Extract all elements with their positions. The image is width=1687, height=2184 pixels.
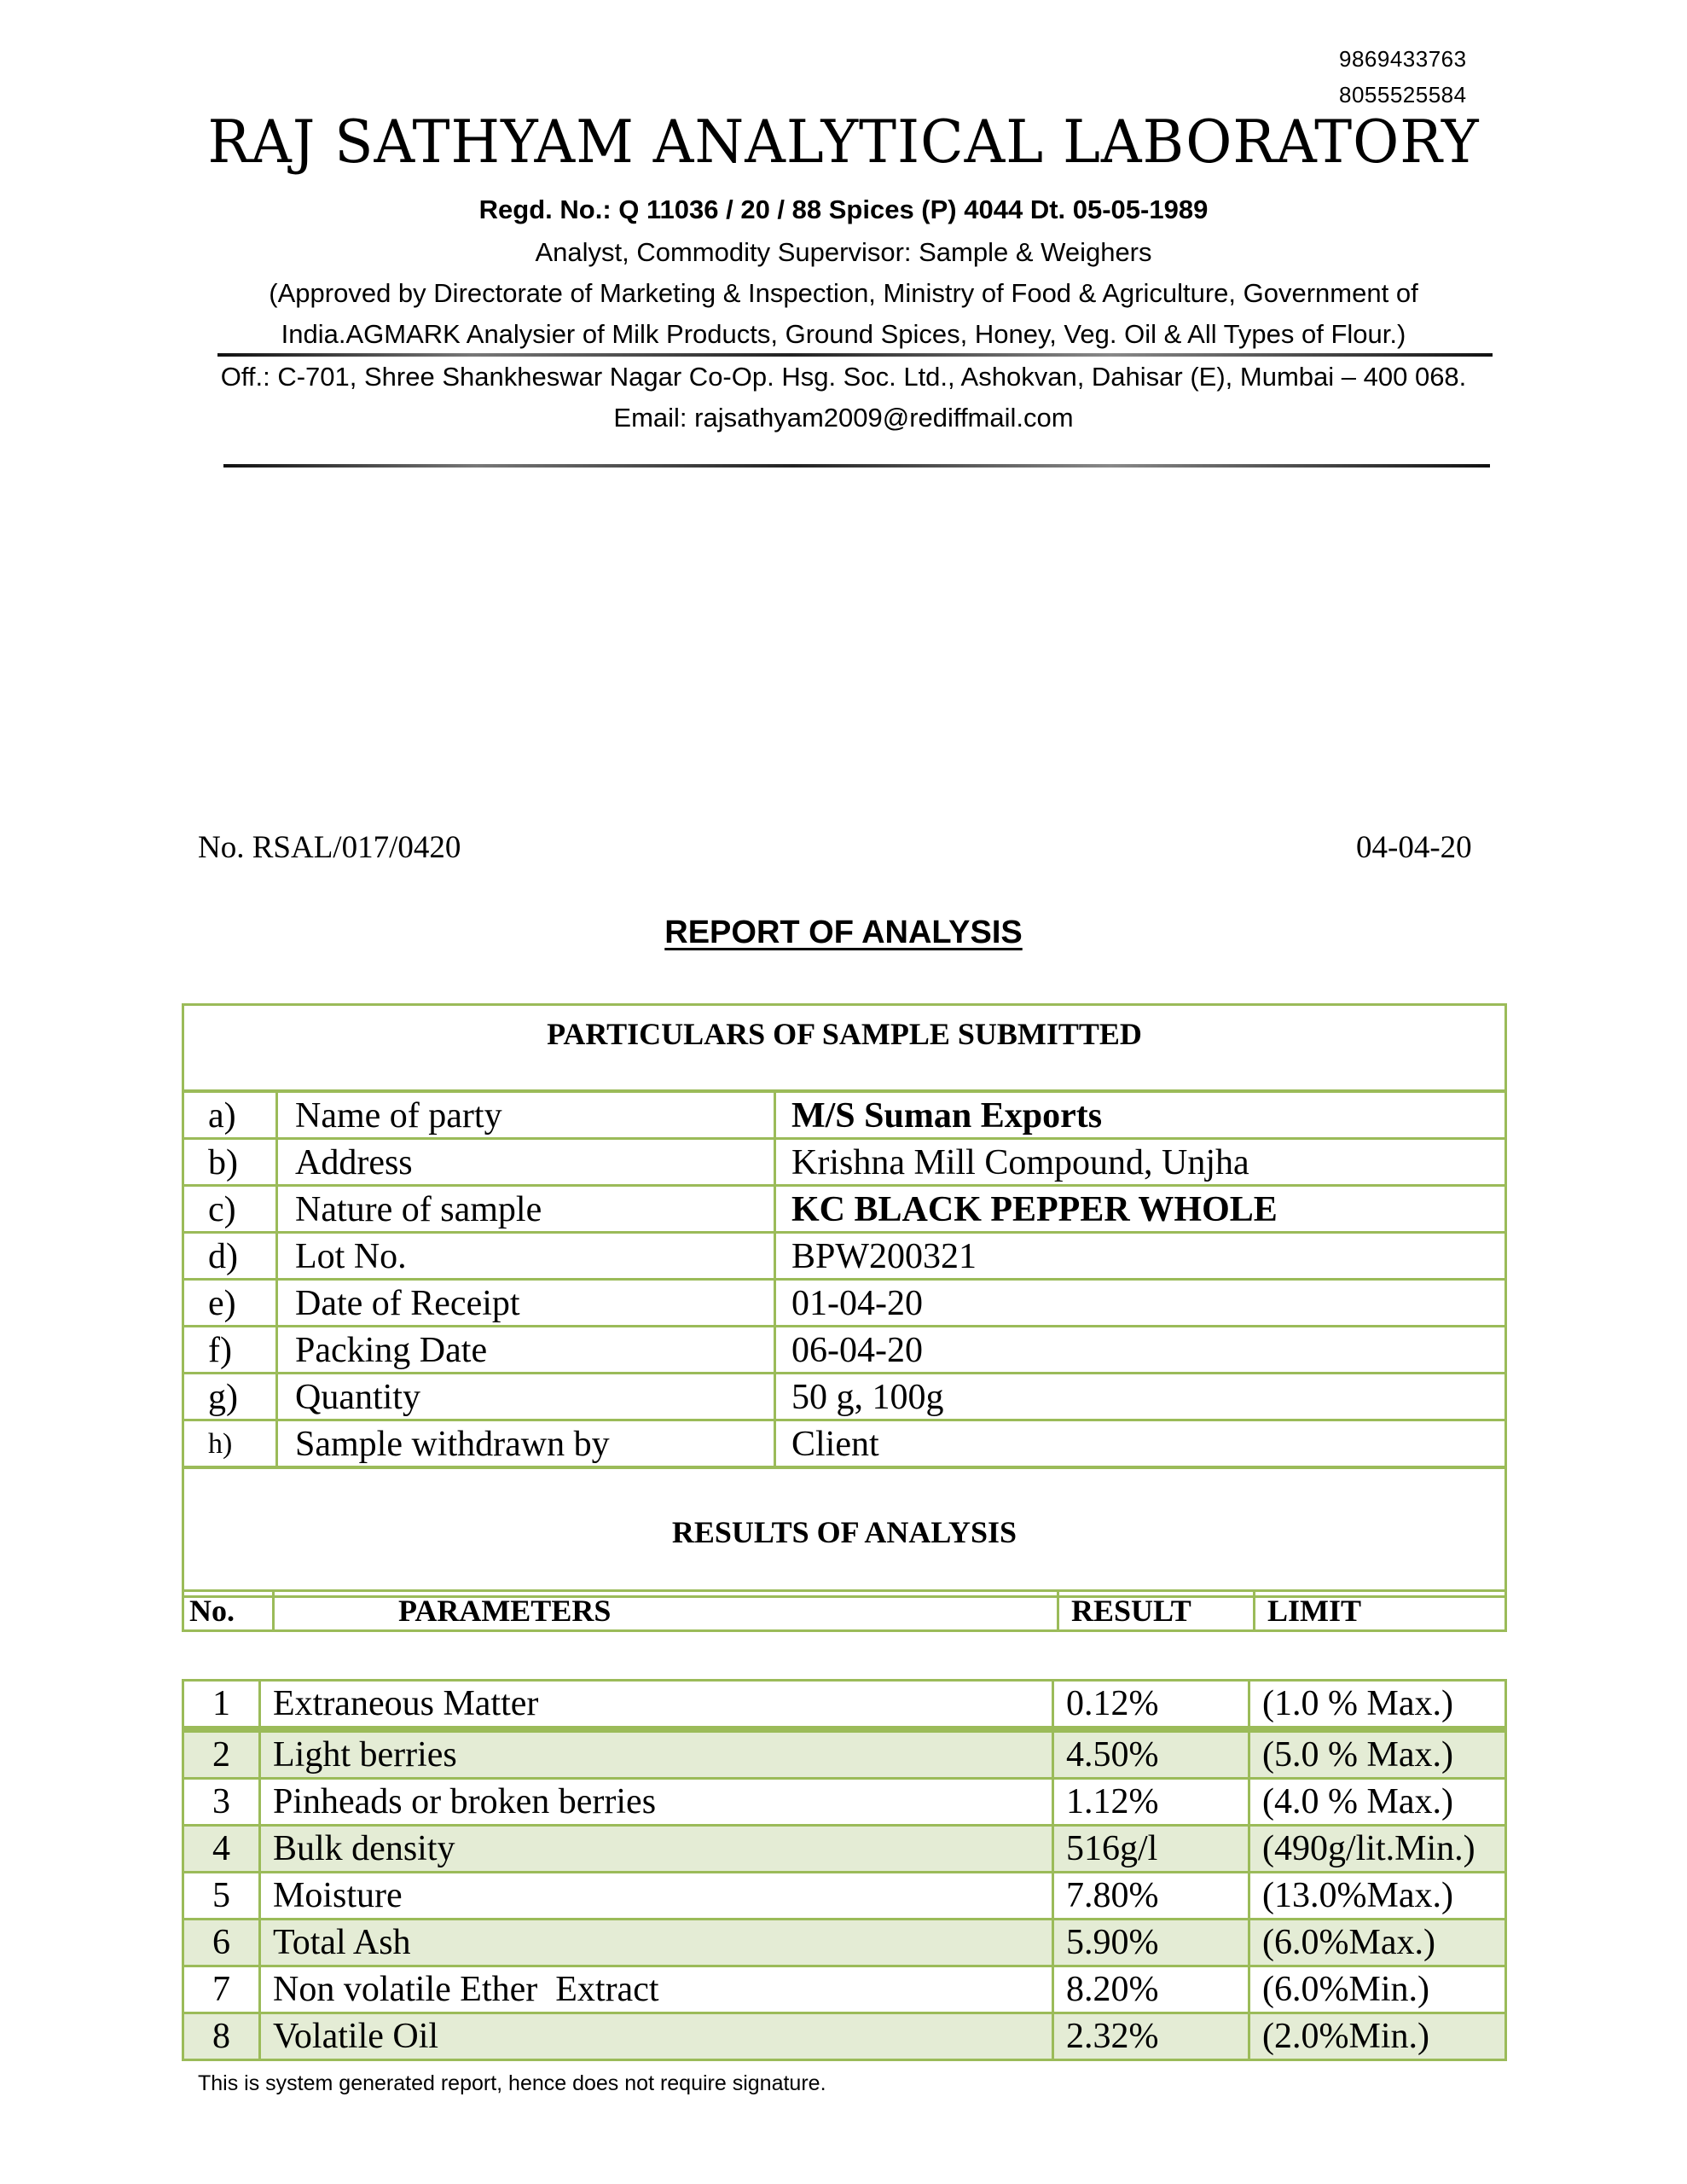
column-header-parameters: PARAMETERS — [274, 1591, 1058, 1631]
particulars-row — [183, 1420, 1506, 1468]
results-row — [183, 1729, 1506, 1779]
result-value: 4.50% — [1053, 1729, 1249, 1779]
limit-value: (1.0 % Max.) — [1249, 1681, 1506, 1730]
registration-number: Regd. No.: Q 11036 / 20 / 88 Spices (P) 4044 Dt. 05-05-1989 — [478, 195, 1209, 224]
limit-value: (13.0%Max.) — [1249, 1873, 1506, 1920]
quantity-value: 50 g, 100g — [775, 1374, 1506, 1420]
report-title: REPORT OF ANALYSIS — [664, 915, 1023, 950]
result-value: 2.32% — [1053, 2013, 1249, 2060]
row-label: Address — [277, 1139, 775, 1186]
row-number: 5 — [183, 1873, 260, 1920]
particulars-row — [183, 1186, 1506, 1233]
particulars-row — [183, 1091, 1506, 1139]
particulars-row — [183, 1374, 1506, 1420]
row-key: b) — [183, 1139, 277, 1186]
limit-value: (5.0 % Max.) — [1249, 1729, 1506, 1779]
row-label: Lot No. — [277, 1233, 775, 1280]
row-key: e) — [183, 1280, 277, 1327]
receipt-date: 01-04-20 — [775, 1280, 1506, 1327]
results-heading: RESULTS OF ANALYSIS — [183, 1467, 1506, 1597]
row-number: 1 — [183, 1681, 260, 1730]
results-row — [183, 1873, 1506, 1920]
particulars-table — [182, 1003, 1507, 1598]
header-divider — [217, 353, 1493, 357]
result-value: 0.12% — [1053, 1681, 1249, 1730]
sample-nature: KC BLACK PEPPER WHOLE — [775, 1186, 1506, 1233]
lab-name: RAJ SATHYAM ANALYTICAL LABORATORY — [207, 107, 1480, 177]
lab-role: Analyst, Commodity Supervisor: Sample & Weighers — [535, 237, 1152, 267]
phone-number: 8055525584 — [1339, 82, 1467, 107]
row-label: Name of party — [277, 1091, 775, 1139]
row-number: 6 — [183, 1920, 260, 1966]
address-value: Krishna Mill Compound, Unjha — [775, 1139, 1506, 1186]
result-value: 7.80% — [1053, 1873, 1249, 1920]
office-address: Off.: C-701, Shree Shankheswar Nagar Co-Op. Hsg. Soc. Ltd., Ashokvan, Dahisar (E), Mumbai – 400 068. — [220, 362, 1467, 392]
row-label: Date of Receipt — [277, 1280, 775, 1327]
lot-number: BPW200321 — [775, 1233, 1506, 1280]
party-name: M/S Suman Exports — [775, 1091, 1506, 1139]
parameter-name: Volatile Oil — [260, 2013, 1053, 2060]
column-header-result: RESULT — [1058, 1591, 1255, 1631]
row-number: 2 — [183, 1729, 260, 1779]
row-key: h) — [183, 1420, 277, 1468]
particulars-row — [183, 1327, 1506, 1374]
result-value: 1.12% — [1053, 1779, 1249, 1826]
approval-line-1: (Approved by Directorate of Marketing & Inspection, Ministry of Food & Agriculture, Government of — [269, 278, 1418, 308]
parameter-name: Non volatile Ether Extract — [260, 1966, 1053, 2013]
row-label: Nature of sample — [277, 1186, 775, 1233]
approval-line-2: India.AGMARK Analysier of Milk Products, Ground Spices, Honey, Veg. Oil & All Types of Flour.) — [281, 319, 1406, 349]
row-number: 3 — [183, 1779, 260, 1826]
header-divider — [223, 464, 1490, 468]
results-row — [183, 1966, 1506, 2013]
row-key: c) — [183, 1186, 277, 1233]
particulars-row — [183, 1233, 1506, 1280]
results-row — [183, 1920, 1506, 1966]
particulars-row — [183, 1139, 1506, 1186]
results-column-header — [182, 1589, 1507, 1632]
limit-value: (6.0%Max.) — [1249, 1920, 1506, 1966]
parameter-name: Extraneous Matter — [260, 1681, 1053, 1730]
limit-value: (4.0 % Max.) — [1249, 1779, 1506, 1826]
particulars-heading: PARTICULARS OF SAMPLE SUBMITTED — [183, 1005, 1506, 1092]
row-number: 7 — [183, 1966, 260, 2013]
limit-value: (6.0%Min.) — [1249, 1966, 1506, 2013]
parameter-name: Pinheads or broken berries — [260, 1779, 1053, 1826]
report-date: 04-04-20 — [1356, 830, 1472, 865]
column-header-no: No. — [183, 1591, 274, 1631]
row-number: 4 — [183, 1826, 260, 1873]
results-row — [183, 1681, 1506, 1730]
withdrawn-by: Client — [775, 1420, 1506, 1468]
parameter-name: Bulk density — [260, 1826, 1053, 1873]
report-reference-number: No. RSAL/017/0420 — [198, 830, 461, 865]
result-value: 516g/l — [1053, 1826, 1249, 1873]
email: Email: rajsathyam2009@rediffmail.com — [613, 403, 1074, 433]
row-key: f) — [183, 1327, 277, 1374]
row-label: Sample withdrawn by — [277, 1420, 775, 1468]
column-header-limit: LIMIT — [1255, 1591, 1506, 1631]
results-row — [183, 1779, 1506, 1826]
results-table — [182, 1679, 1507, 2061]
phone-numbers — [1339, 41, 1467, 113]
row-key: g) — [183, 1374, 277, 1420]
footer-note: This is system generated report, hence does not require signature. — [198, 2071, 826, 2095]
row-number: 8 — [183, 2013, 260, 2060]
row-key: a) — [183, 1091, 277, 1139]
row-key: d) — [183, 1233, 277, 1280]
parameter-name: Moisture — [260, 1873, 1053, 1920]
results-row — [183, 2013, 1506, 2060]
limit-value: (2.0%Min.) — [1249, 2013, 1506, 2060]
parameter-name: Light berries — [260, 1729, 1053, 1779]
results-row — [183, 1826, 1506, 1873]
parameter-name: Total Ash — [260, 1920, 1053, 1966]
particulars-row — [183, 1280, 1506, 1327]
row-label: Packing Date — [277, 1327, 775, 1374]
result-value: 8.20% — [1053, 1966, 1249, 2013]
phone-number: 9869433763 — [1339, 46, 1467, 72]
result-value: 5.90% — [1053, 1920, 1249, 1966]
limit-value: (490g/lit.Min.) — [1249, 1826, 1506, 1873]
packing-date: 06-04-20 — [775, 1327, 1506, 1374]
row-label: Quantity — [277, 1374, 775, 1420]
